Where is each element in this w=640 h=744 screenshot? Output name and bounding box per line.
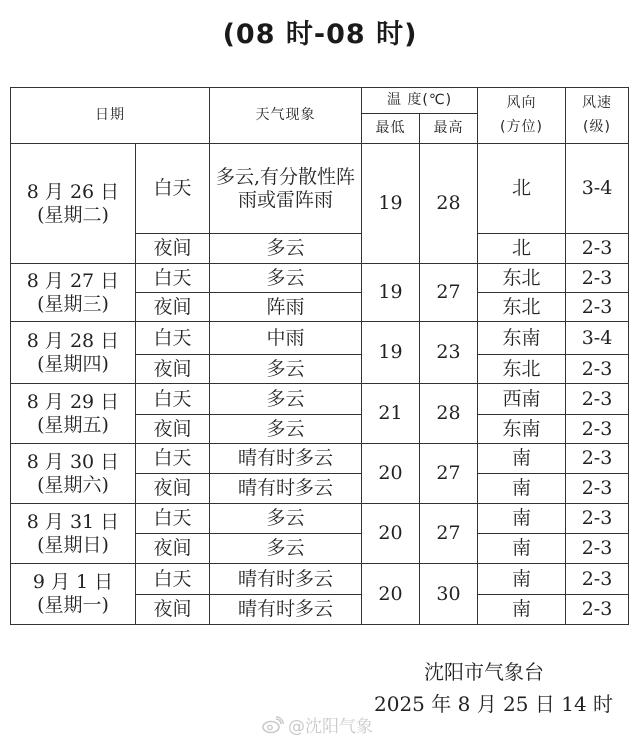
period-cell: 白天 bbox=[136, 504, 210, 534]
watermark bbox=[262, 712, 373, 737]
wind-direction-cell: 东北 bbox=[478, 293, 566, 322]
date-cell: 8 月 28 日 (星期四) bbox=[11, 322, 136, 384]
wind-direction-cell: 南 bbox=[478, 444, 566, 474]
wind-direction-cell: 北 bbox=[478, 234, 566, 264]
weibo-icon bbox=[262, 716, 284, 734]
table-row bbox=[11, 504, 629, 534]
temp-low-cell: 19 bbox=[362, 144, 420, 264]
weather-cell: 多云 bbox=[210, 415, 362, 444]
header-temp-high: 最高 bbox=[420, 114, 478, 144]
weather-cell: 多云 bbox=[210, 234, 362, 264]
header-temperature: 温 度(℃) bbox=[362, 88, 478, 114]
temp-high-cell: 27 bbox=[420, 264, 478, 322]
wind-speed-cell: 2-3 bbox=[566, 384, 629, 415]
wind-direction-cell: 东北 bbox=[478, 264, 566, 293]
header-temp-low: 最低 bbox=[362, 114, 420, 144]
table-row bbox=[11, 322, 629, 355]
page-title: (08 时-08 时) bbox=[222, 19, 418, 50]
period-cell: 白天 bbox=[136, 444, 210, 474]
table-row bbox=[11, 444, 629, 474]
temp-high-cell: 27 bbox=[420, 504, 478, 564]
weather-cell: 多云 bbox=[210, 355, 362, 384]
period-cell: 夜间 bbox=[136, 534, 210, 564]
weather-cell: 多云 bbox=[210, 504, 362, 534]
temp-low-cell: 19 bbox=[362, 264, 420, 322]
period-cell: 夜间 bbox=[136, 355, 210, 384]
temp-low-cell: 20 bbox=[362, 444, 420, 504]
temp-high-cell: 27 bbox=[420, 444, 478, 504]
wind-direction-cell: 南 bbox=[478, 534, 566, 564]
wind-speed-cell: 2-3 bbox=[566, 534, 629, 564]
wind-speed-cell: 2-3 bbox=[566, 264, 629, 293]
date-cell: 8 月 30 日 (星期六) bbox=[11, 444, 136, 504]
weather-cell: 多云 bbox=[210, 534, 362, 564]
wind-direction-cell: 北 bbox=[478, 144, 566, 234]
wind-direction-cell: 东南 bbox=[478, 322, 566, 355]
forecast-table bbox=[10, 87, 629, 625]
temp-low-cell: 19 bbox=[362, 322, 420, 384]
table-row bbox=[11, 264, 629, 293]
date-cell: 8 月 26 日 (星期二) bbox=[11, 144, 136, 264]
wind-speed-cell: 2-3 bbox=[566, 444, 629, 474]
weather-cell: 多云,有分散性阵雨或雷阵雨 bbox=[210, 144, 362, 234]
weather-cell: 多云 bbox=[210, 264, 362, 293]
weather-cell: 多云 bbox=[210, 384, 362, 415]
wind-direction-cell: 南 bbox=[478, 474, 566, 504]
period-cell: 夜间 bbox=[136, 234, 210, 264]
wind-speed-cell: 2-3 bbox=[566, 355, 629, 384]
period-cell: 夜间 bbox=[136, 474, 210, 504]
period-cell: 白天 bbox=[136, 322, 210, 355]
wind-speed-cell: 3-4 bbox=[566, 322, 629, 355]
header-weather: 天气现象 bbox=[210, 88, 362, 144]
date-cell: 9 月 1 日 (星期一) bbox=[11, 564, 136, 625]
wind-speed-cell: 2-3 bbox=[566, 564, 629, 595]
table-row bbox=[11, 384, 629, 415]
weather-cell: 晴有时多云 bbox=[210, 474, 362, 504]
temp-high-cell: 23 bbox=[420, 322, 478, 384]
period-cell: 白天 bbox=[136, 384, 210, 415]
weather-cell: 晴有时多云 bbox=[210, 564, 362, 595]
wind-speed-cell: 2-3 bbox=[566, 234, 629, 264]
wind-direction-cell: 东南 bbox=[478, 415, 566, 444]
period-cell: 夜间 bbox=[136, 415, 210, 444]
forecast-body bbox=[11, 144, 629, 625]
wind-speed-cell: 2-3 bbox=[566, 415, 629, 444]
wind-speed-cell: 2-3 bbox=[566, 293, 629, 322]
temp-low-cell: 20 bbox=[362, 504, 420, 564]
temp-high-cell: 30 bbox=[420, 564, 478, 625]
weather-cell: 阵雨 bbox=[210, 293, 362, 322]
temp-low-cell: 21 bbox=[362, 384, 420, 444]
header-date: 日期 bbox=[11, 88, 210, 144]
date-cell: 8 月 29 日 (星期五) bbox=[11, 384, 136, 444]
temp-low-cell: 20 bbox=[362, 564, 420, 625]
weather-cell: 晴有时多云 bbox=[210, 595, 362, 625]
period-cell: 白天 bbox=[136, 264, 210, 293]
temp-high-cell: 28 bbox=[420, 384, 478, 444]
period-cell: 夜间 bbox=[136, 293, 210, 322]
watermark-text: @沈阳气象 bbox=[288, 717, 373, 737]
period-cell: 白天 bbox=[136, 564, 210, 595]
table-row bbox=[11, 564, 629, 595]
issuing-organization: 沈阳市气象台 bbox=[424, 660, 544, 684]
temp-high-cell: 28 bbox=[420, 144, 478, 264]
header-wind-direction: 风向 (方位) bbox=[478, 88, 566, 144]
wind-direction-cell: 西南 bbox=[478, 384, 566, 415]
period-cell: 夜间 bbox=[136, 595, 210, 625]
wind-direction-cell: 南 bbox=[478, 564, 566, 595]
wind-speed-cell: 2-3 bbox=[566, 474, 629, 504]
weather-cell: 晴有时多云 bbox=[210, 444, 362, 474]
wind-speed-cell: 3-4 bbox=[566, 144, 629, 234]
wind-direction-cell: 东北 bbox=[478, 355, 566, 384]
period-cell: 白天 bbox=[136, 144, 210, 234]
date-cell: 8 月 27 日 (星期三) bbox=[11, 264, 136, 322]
date-cell: 8 月 31 日 (星期日) bbox=[11, 504, 136, 564]
weather-cell: 中雨 bbox=[210, 322, 362, 355]
wind-direction-cell: 南 bbox=[478, 504, 566, 534]
wind-speed-cell: 2-3 bbox=[566, 504, 629, 534]
table-row bbox=[11, 144, 629, 234]
issue-time: 2025 年 8 月 25 日 14 时 bbox=[374, 692, 614, 716]
header-wind-speed: 风速 (级) bbox=[566, 88, 629, 144]
wind-speed-cell: 2-3 bbox=[566, 595, 629, 625]
wind-direction-cell: 南 bbox=[478, 595, 566, 625]
